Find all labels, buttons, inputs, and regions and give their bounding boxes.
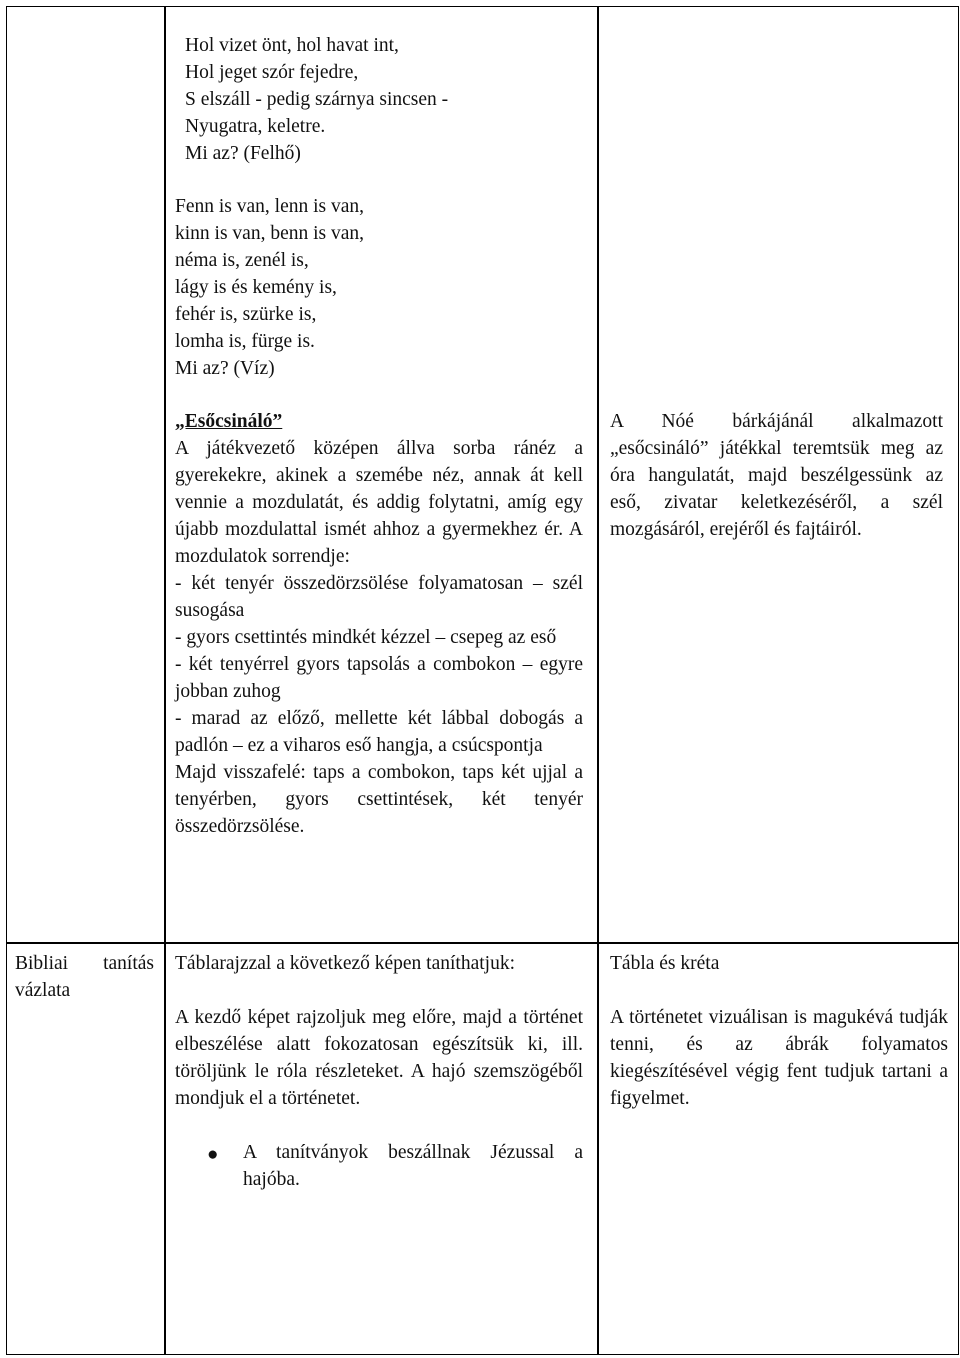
teaching-paragraph: A kezdő képet rajzoljuk meg előre, majd a történet elbeszélése alatt fokozatosan egészítsük ki, ill. töröljünk le róla részleteket. A hajó szemszögéből mondjuk el a történetet. <box>175 1007 583 1109</box>
teaching-intro: Táblarajzzal a következő képen taníthatjuk: <box>175 953 516 974</box>
game-step: - marad az előző, mellette két lábbal dobogás a padlón – ez a viharos eső hangja, a csúcspontja <box>175 708 583 756</box>
riddle-line: néma is, zenél is, <box>175 250 309 271</box>
riddle-line: Nyugatra, keletre. <box>185 116 326 137</box>
tools-note: A történetet vizuálisan is magukévá tudják tenni, és az ábrák folyamatos kiegészítésével végig fent tudjuk tartani a figyelmet. <box>610 1007 948 1109</box>
riddle-line: fehér is, szürke is, <box>175 304 317 325</box>
riddle-answer: Mi az? (Víz) <box>175 358 275 379</box>
game-note <box>610 408 943 543</box>
riddle-line: S elszáll - pedig szárnya sincsen - <box>185 89 449 110</box>
bullet-text: A tanítványok beszállnak Jézussal a hajóba. <box>243 1142 583 1190</box>
bullet-item <box>175 1139 583 1193</box>
tools-column <box>610 950 948 1112</box>
column-divider-right <box>597 6 599 1355</box>
rainmaker-game <box>175 408 583 840</box>
row-label <box>15 950 154 1004</box>
game-step: - két tenyér összedörzsölése folyamatosan – szél susogása <box>175 573 583 621</box>
riddle-line: kinn is van, benn is van, <box>175 223 365 244</box>
riddle-line: lomha is, fürge is. <box>175 331 315 352</box>
game-title: „Esőcsináló” <box>175 411 283 432</box>
riddle-line: Hol jeget szór fejedre, <box>185 62 359 83</box>
column-divider-left <box>164 6 166 1355</box>
game-step: - gyors csettintés mindkét kézzel – csepeg az eső <box>175 627 557 648</box>
riddle-water <box>175 193 575 382</box>
game-note-text: A Nóé bárkájánál alkalmazott „esőcsináló” játékkal teremtsük meg az óra hangulatát, majd beszélgessünk az eső, zivatar keletkezéséről, a szél mozgásáról, erejéről és fajtáiról. <box>610 411 943 540</box>
bullet-dot-icon: ● <box>207 1144 219 1165</box>
riddle-cloud <box>185 32 585 167</box>
riddle-line: Fenn is van, lenn is van, <box>175 196 365 217</box>
row-label-text: Bibliai tanítás vázlata <box>15 953 154 1001</box>
row-divider <box>6 942 959 944</box>
game-step: - két tenyérrel gyors tapsolás a combokon – egyre jobban zuhog <box>175 654 583 702</box>
game-ending: Majd visszafelé: taps a combokon, taps két ujjal a tenyérben, gyors csettintések, két tenyér összedörzsölése. <box>175 762 583 837</box>
riddle-line: lágy is és kemény is, <box>175 277 337 298</box>
riddle-line: Hol vizet önt, hol havat int, <box>185 35 399 56</box>
riddle-answer: Mi az? (Felhő) <box>185 143 301 164</box>
game-intro: A játékvezető középen állva sorba ránéz a gyerekekre, akinek a szemébe néz, annak át kell vennie a mozdulatát, és addig folytatni, amíg egy újabb mozdulattal ismét ahhoz a gyermekhez ér. A mozdulatok sorrendje: <box>175 438 583 567</box>
teaching-outline <box>175 950 583 1193</box>
tools-text: Tábla és kréta <box>610 953 720 974</box>
